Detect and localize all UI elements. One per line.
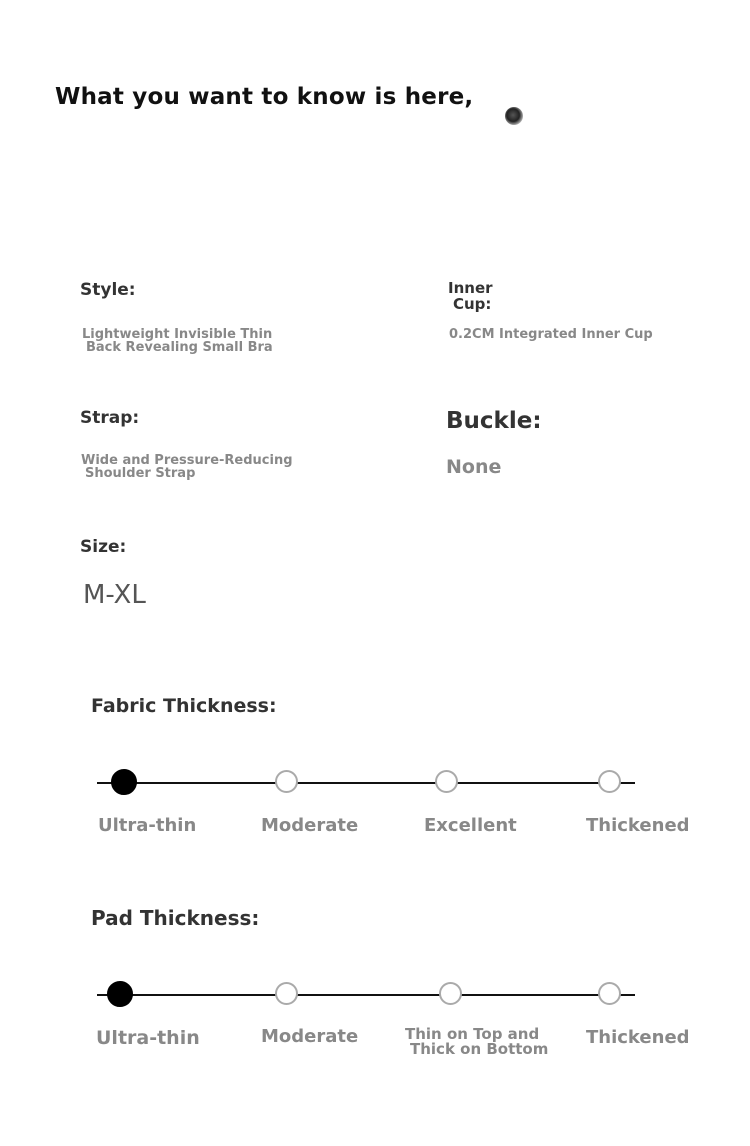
inner-cup-label-line1: Inner — [448, 279, 493, 297]
fabric-option-ultra-thin-label: Ultra-thin — [98, 815, 197, 836]
strap-value-line1: Wide and Pressure-Reducing — [81, 453, 293, 468]
pad-option-moderate-label: Moderate — [261, 1026, 359, 1047]
buckle-label: Buckle: — [446, 408, 542, 434]
pad-option-ultra-thin-label: Ultra-thin — [96, 1027, 200, 1049]
inner-cup-label-line2: Cup: — [453, 295, 492, 313]
style-value-line1: Lightweight Invisible Thin — [82, 327, 273, 342]
fabric-option-moderate-marker — [275, 770, 298, 793]
size-value: M-XL — [83, 580, 146, 610]
style-value-line2: Back Revealing Small Bra — [86, 340, 273, 355]
dot-decoration-icon — [505, 107, 523, 125]
style-label: Style: — [80, 280, 136, 300]
inner-cup-value: 0.2CM Integrated Inner Cup — [449, 327, 653, 342]
strap-label: Strap: — [80, 408, 140, 428]
pad-option-ultra-thin-marker — [107, 981, 133, 1007]
page-headline: What you want to know is here, — [55, 84, 474, 110]
inner-cup-label — [448, 280, 493, 312]
pad-option-moderate-marker — [275, 982, 298, 1005]
pad-option-thin-top-line: Thin on Top and — [405, 1025, 540, 1043]
style-value — [82, 328, 273, 354]
fabric-thickness-scale-line — [97, 782, 635, 784]
fabric-option-moderate-label: Moderate — [261, 815, 359, 836]
pad-option-thickened-label: Thickened — [586, 1027, 690, 1048]
pad-option-thin-top-thick-bottom-marker — [439, 982, 462, 1005]
size-label: Size: — [80, 537, 127, 557]
pad-option-thin-top-thick-bottom-label — [405, 1027, 548, 1057]
fabric-thickness-title: Fabric Thickness: — [91, 695, 277, 717]
pad-thickness-title: Pad Thickness: — [91, 906, 260, 930]
fabric-option-thickened-marker — [598, 770, 621, 793]
strap-value — [81, 454, 293, 480]
fabric-option-ultra-thin-marker — [111, 769, 137, 795]
pad-option-thickened-marker — [598, 982, 621, 1005]
fabric-option-excellent-label: Excellent — [424, 815, 517, 836]
pad-thickness-scale-line — [97, 994, 635, 996]
buckle-value: None — [446, 456, 502, 478]
fabric-option-excellent-marker — [435, 770, 458, 793]
strap-value-line2: Shoulder Strap — [85, 466, 196, 481]
pad-option-thick-bottom-line: Thick on Bottom — [410, 1040, 549, 1058]
fabric-option-thickened-label: Thickened — [586, 815, 690, 836]
